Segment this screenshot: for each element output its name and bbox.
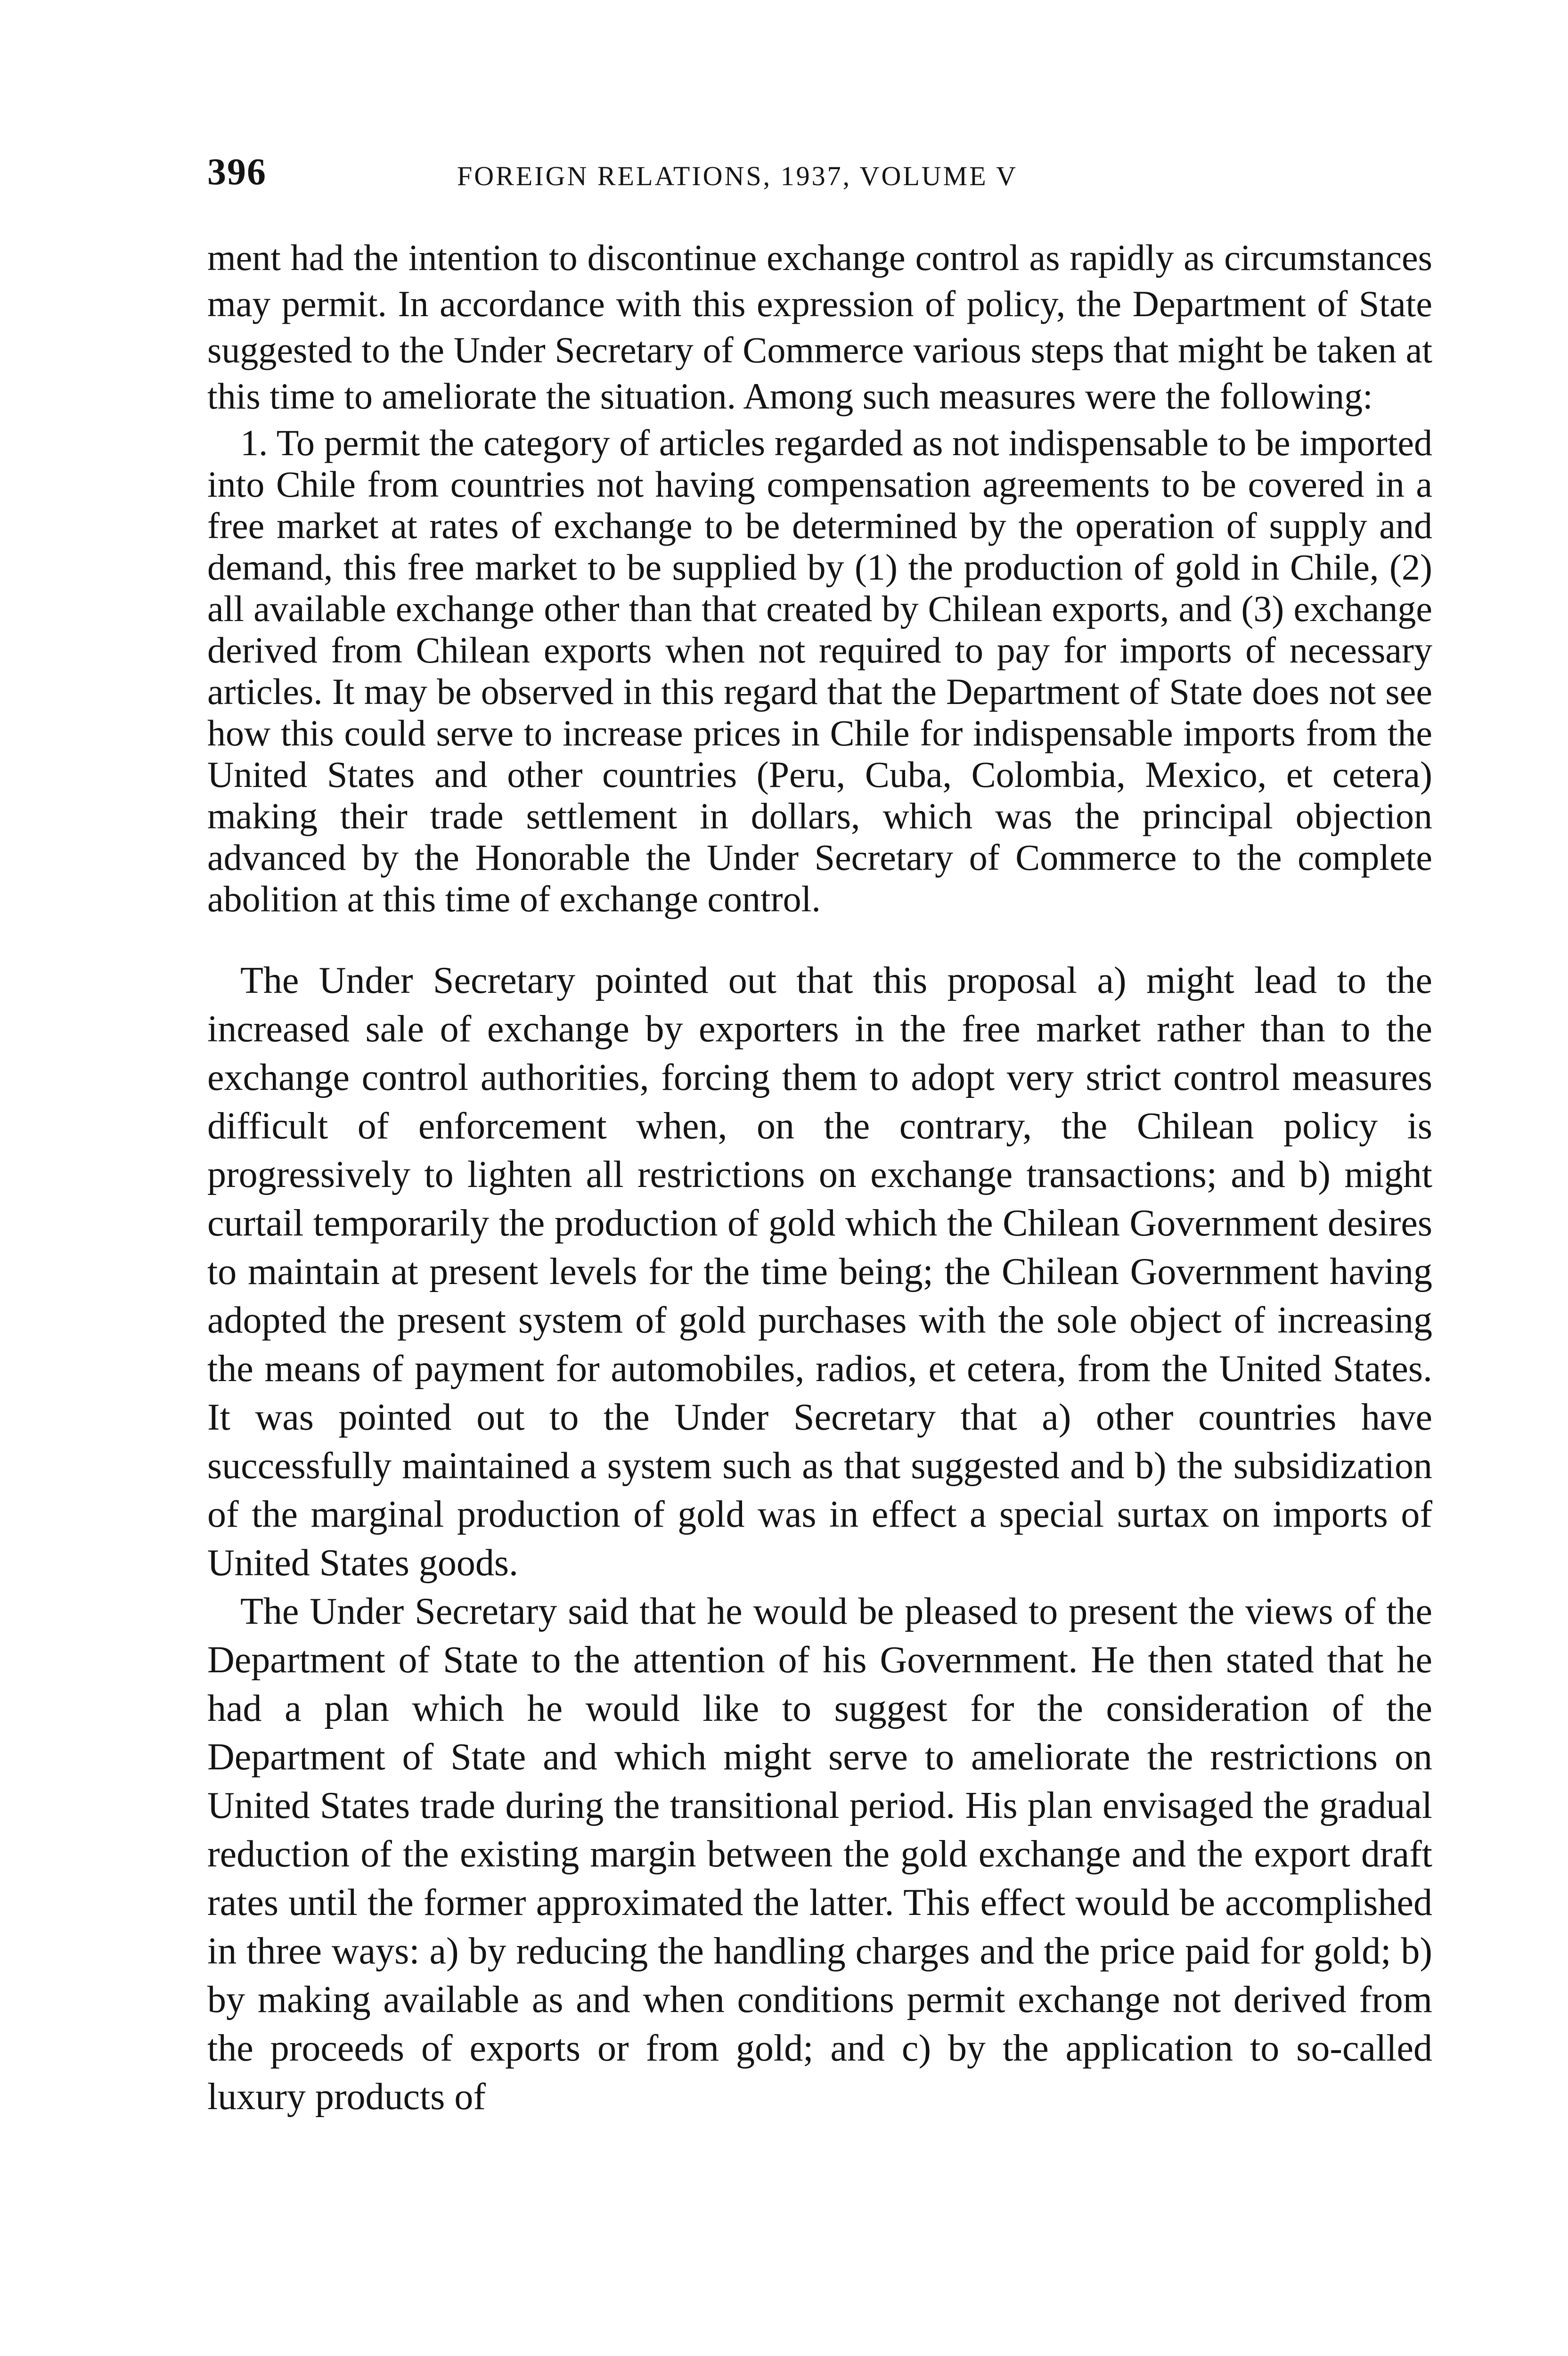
running-title: FOREIGN RELATIONS, 1937, VOLUME V xyxy=(457,161,1018,191)
paragraph-under-secretary-plan: The Under Secretary said that he would be pleased to present the views of the Department of State to the attention of his Government. He then stated that he had a plan which he would like to suggest for the consideration of the Department of State and which might serve to ameliorate the restrictions on United States trade during the transitional period. His plan envisaged the gradual reduction of the existing margin between the gold exchange and the export draft rates until the former approximated the latter. This effect would be accomplished in three ways: a) by reducing the handling charges and the price paid for gold; b) by making available as and when conditions permit exchange not derived from the proceeds of exports or from gold; and c) by the application to so-called luxury products of xyxy=(207,1591,1432,2118)
paragraph-under-secretary-response: The Under Secretary pointed out that this proposal a) might lead to the increased sale of exchange by exporters in the free market rather than to the exchange control authorities, forcing them to adopt very strict control measures difficult of enforcement when, on the contrary, the Chilean policy is progressively to lighten all restrictions on exchange transactions; and b) might curtail temporarily the production of gold which the Chilean Government desires to maintain at present levels for the time being; the Chilean Government having adopted the present system of gold purchases with the sole object of increasing the means of payment for automobiles, radios, et cetera, from the United States. It was pointed out to the Under Secretary that a) other countries have successfully maintained a system such as that suggested and b) the subsidization of the marginal production of gold was in effect a special surtax on imports of United States goods. xyxy=(207,960,1432,1584)
document-page xyxy=(207,141,1432,2121)
paragraph-continuation: ment had the intention to discontinue exchange control as rapidly as circumstances may permit. In accordance with this expression of policy, the Department of State suggested to the Under Secretary of Commerce various steps that might be taken at this time to ameliorate the situation. Among such measures were the following: xyxy=(207,237,1432,417)
running-head xyxy=(207,141,1432,203)
page-number: 396 xyxy=(207,151,267,193)
paragraph-numbered-proposal: 1. To permit the category of articles regarded as not indispensable to be imported into Chile from countries not having compensation agreements to be covered in a free market at rates of exchange to be determined by the operation of supply and demand, this free market to be supplied by (1) the production of gold in Chile, (2) all available exchange other than that created by Chilean exports, and (3) exchange derived from Chilean exports when not required to pay for imports of necessary articles. It may be observed in this regard that the Department of State does not see how this could serve to increase prices in Chile for indispensable imports from the United States and other countries (Peru, Cuba, Colombia, Mexico, et cetera) making their trade settlement in dollars, which was the principal objection advanced by the Honorable the Under Secretary of Commerce to the complete abolition at this time of exchange control. xyxy=(207,422,1432,919)
